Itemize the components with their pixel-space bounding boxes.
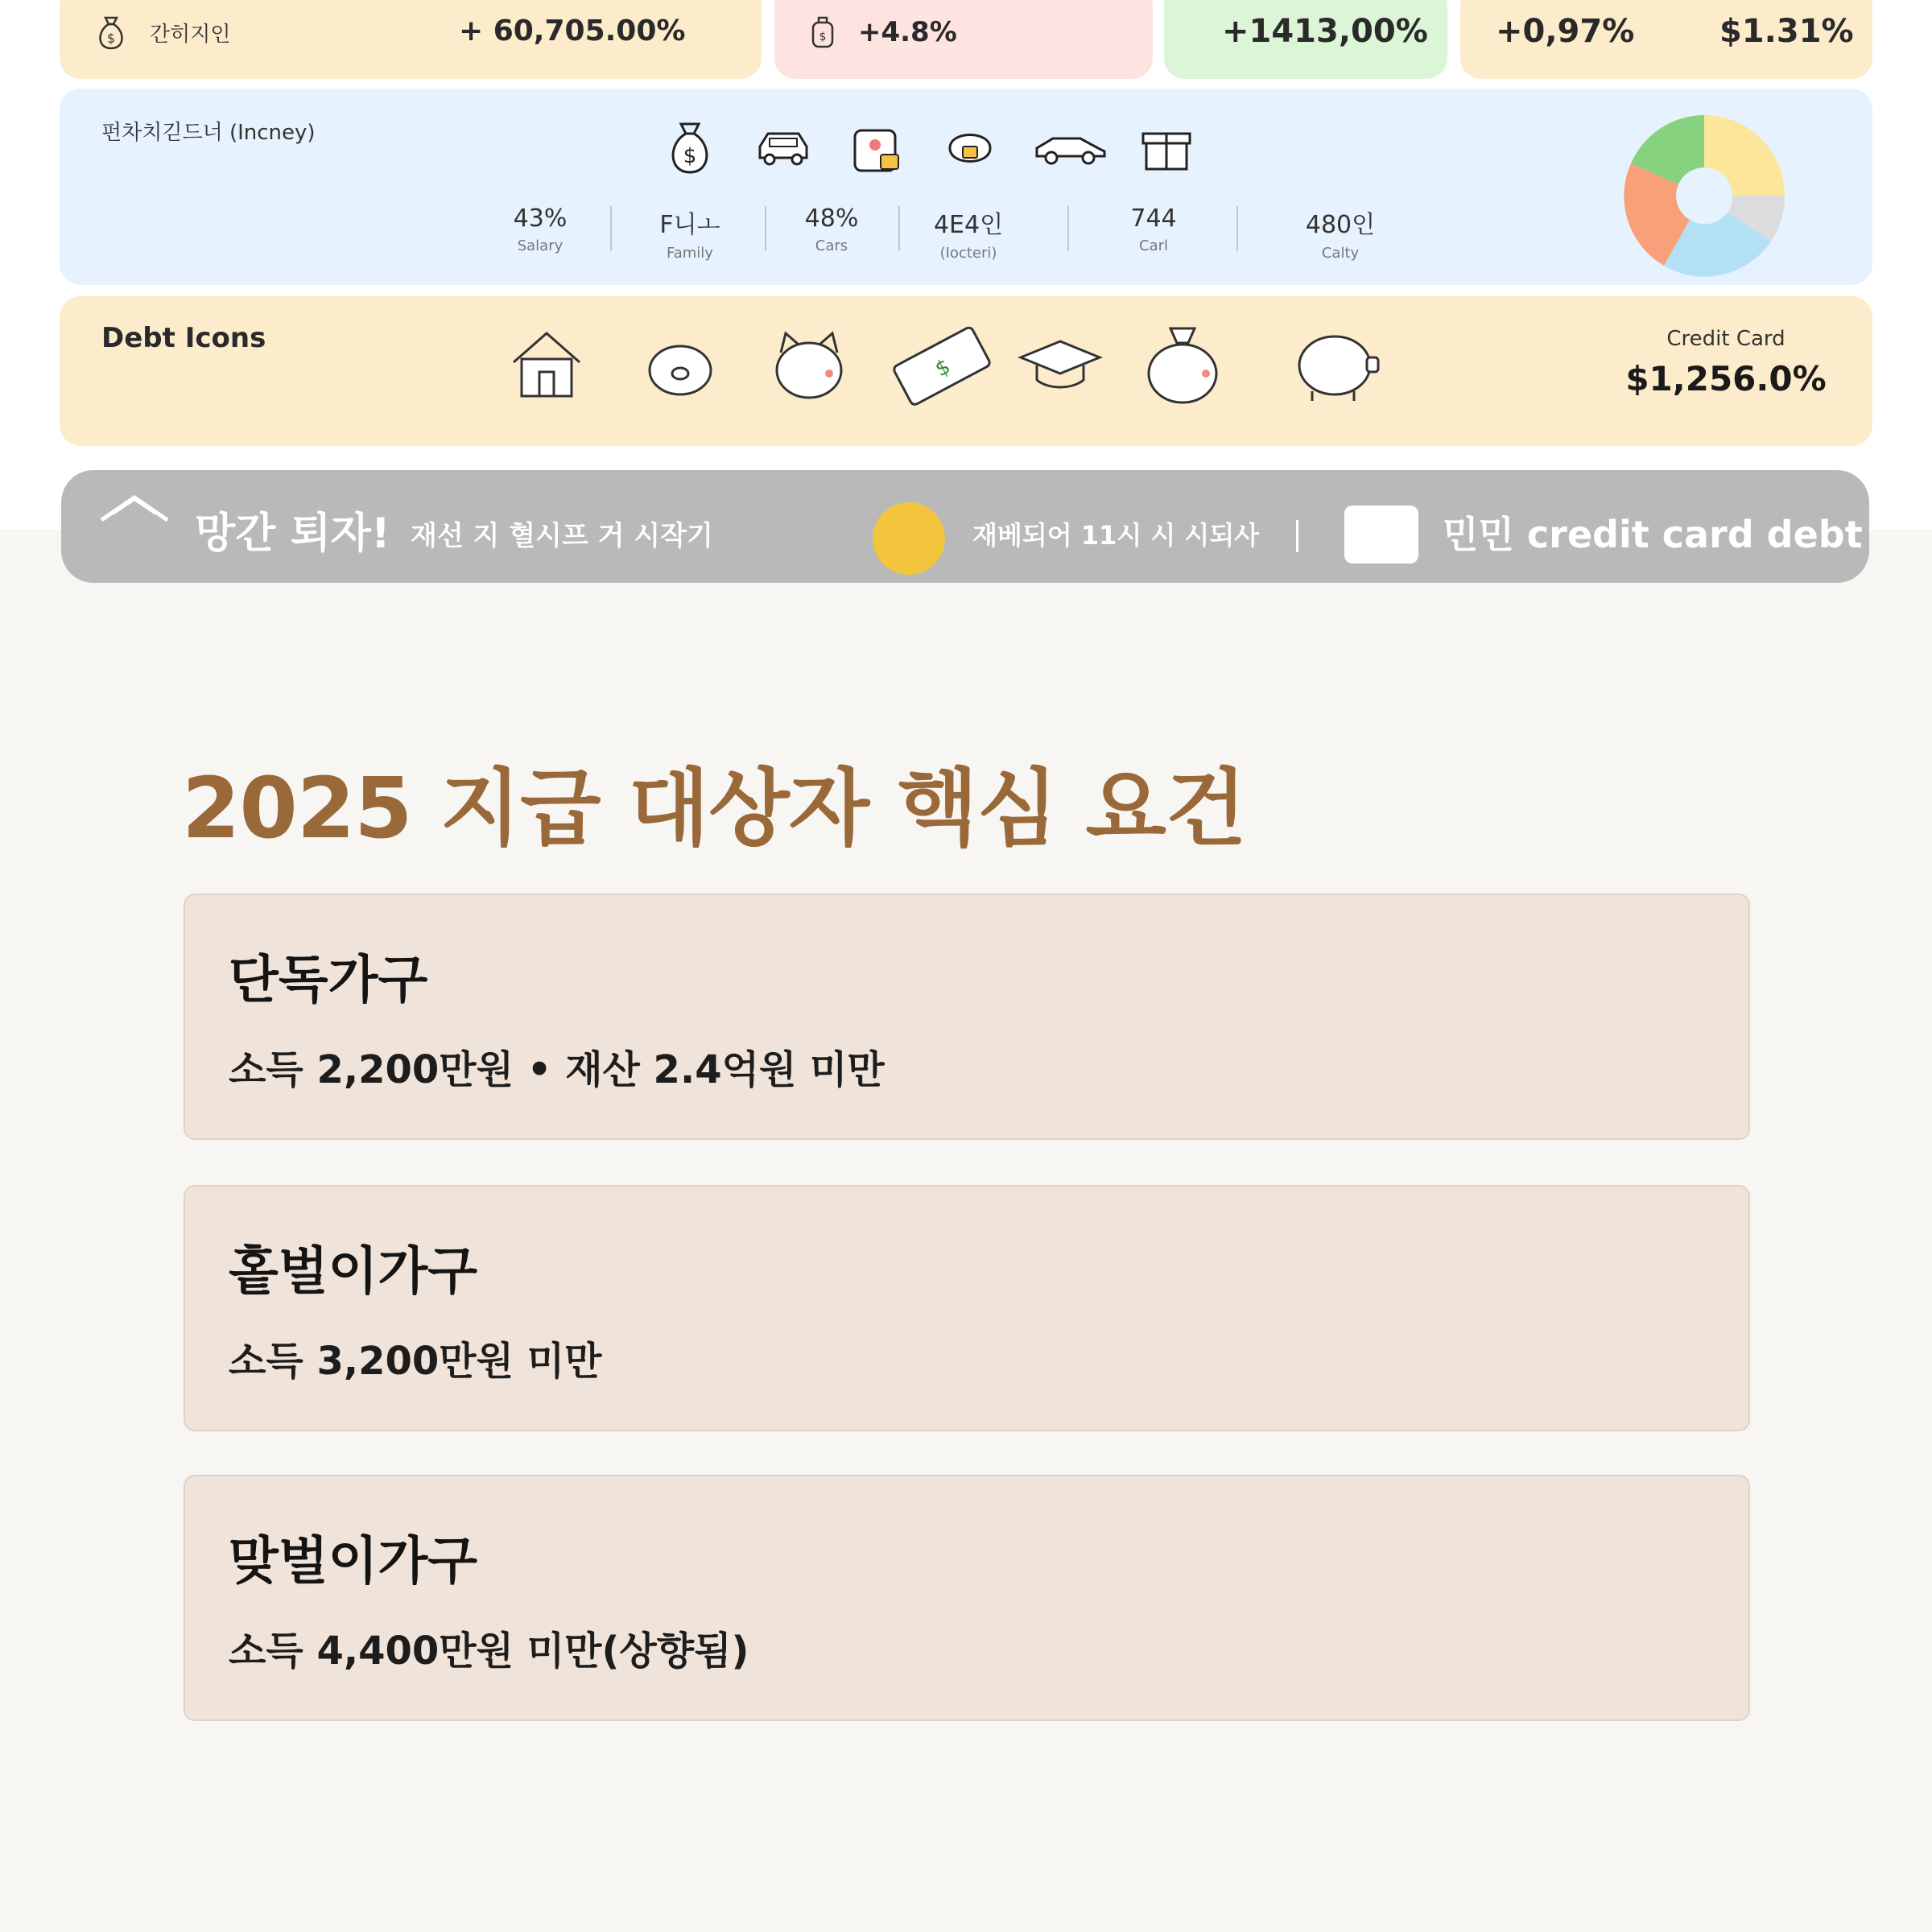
divider — [898, 206, 900, 251]
stat-card-4-value-2: $1.31% — [1719, 13, 1854, 50]
tag-icon — [808, 14, 837, 50]
card-icon — [1344, 506, 1418, 564]
requirement-description: 소득 2,200만원 • 재산 2.4억원 미만 — [229, 1047, 885, 1092]
graduation-cap-icon — [1016, 320, 1104, 409]
stat-card-1-label: 간히지인 — [150, 23, 231, 47]
cat-icon — [765, 320, 853, 409]
income-stat-value: 4E4인 — [933, 211, 1004, 239]
piggy-coin-icon — [939, 116, 1001, 179]
requirement-title: 맞벌이가구 — [229, 1532, 478, 1591]
income-stat-label: Salary — [517, 237, 564, 254]
requirement-card-single-earner — [184, 1185, 1750, 1431]
requirement-title: 단독가구 — [229, 951, 428, 1010]
stat-card-4 — [1460, 0, 1872, 79]
income-stat-label: Carl — [1139, 237, 1168, 254]
graduation-badge-icon — [873, 502, 945, 575]
house-outline-icon — [98, 493, 171, 541]
requirement-description: 소득 4,400만원 미만(상향됨) — [229, 1629, 749, 1674]
stat-card-3 — [1164, 0, 1447, 79]
income-stat-value: F니ㅗ — [659, 211, 720, 239]
svg-text:$: $ — [683, 144, 697, 168]
income-stat-value: 43% — [513, 204, 568, 233]
svg-text:$: $ — [106, 31, 116, 46]
page-title: 2025 지급 대상자 핵심 요건 — [182, 759, 1246, 857]
income-stat-label: Family — [667, 245, 713, 262]
banner-right-text: 민민 credit card debt — [1443, 513, 1863, 556]
stat-card-2-value: +4.8% — [858, 16, 957, 48]
income-stat-label: Cars — [815, 237, 848, 254]
debt-panel — [60, 296, 1872, 446]
divider — [1067, 206, 1069, 251]
income-stat-carl — [1093, 204, 1214, 254]
stat-card-3-value: +1413,00% — [1222, 13, 1428, 50]
banner-middle-text: 재베되어 11시 시 시되사 — [972, 520, 1260, 551]
income-panel — [60, 89, 1872, 285]
requirement-title: 홑벌이가구 — [229, 1242, 478, 1302]
house-icon — [502, 320, 591, 409]
income-stat-label: (Iocteri) — [939, 245, 997, 262]
stat-card-2 — [774, 0, 1153, 79]
gift-box-icon — [1135, 116, 1198, 179]
svg-text:$: $ — [931, 354, 955, 382]
income-stat-family — [630, 204, 750, 262]
wallet-icon — [845, 116, 908, 179]
income-stat-calty — [1280, 204, 1401, 262]
income-stat-cars — [771, 204, 892, 254]
divider — [1296, 520, 1298, 552]
income-stat-label: Calty — [1321, 245, 1360, 262]
requirement-description: 소득 3,200만원 미만 — [229, 1339, 602, 1384]
credit-card-value: $1,256.0% — [1625, 359, 1827, 398]
bottom-banner — [61, 470, 1869, 583]
divider — [610, 206, 612, 251]
car-icon — [752, 116, 815, 179]
debt-title: Debt Icons — [101, 322, 266, 354]
income-stat-salary — [480, 204, 601, 254]
income-stat-value: 744 — [1130, 204, 1177, 233]
stat-card-1-value: + 60,705.00% — [459, 14, 686, 47]
divider — [765, 206, 766, 251]
cash-icon — [889, 320, 977, 409]
money-bag-icon — [1138, 320, 1227, 409]
divider — [1236, 206, 1238, 251]
piggy-icon — [1288, 320, 1377, 409]
requirement-card-dual-earner — [184, 1475, 1750, 1721]
income-stat-locteri — [908, 204, 1029, 262]
banner-subtitle: 재선 지 혈시프 거 시작기 — [411, 520, 713, 552]
money-bag-icon — [93, 13, 129, 52]
credit-card-label: Credit Card — [1666, 327, 1785, 351]
top-screenshot-band — [0, 0, 1932, 558]
sedan-icon — [1032, 116, 1095, 179]
income-donut-chart — [1621, 113, 1787, 279]
donut-slice-yellow — [1704, 115, 1785, 196]
piggy-bank-icon — [636, 320, 724, 409]
requirement-card-single — [184, 894, 1750, 1140]
income-title: 펀차치긷드너 (Incney) — [101, 121, 316, 145]
money-bag-icon — [658, 116, 721, 179]
income-stat-value: 48% — [804, 204, 859, 233]
banner-title: 망간 퇴자! — [195, 510, 390, 558]
svg-text:$: $ — [819, 31, 827, 43]
stat-card-1 — [60, 0, 762, 79]
income-stat-value: 480인 — [1305, 211, 1376, 239]
stat-card-4-value-1: +0,97% — [1496, 13, 1635, 50]
